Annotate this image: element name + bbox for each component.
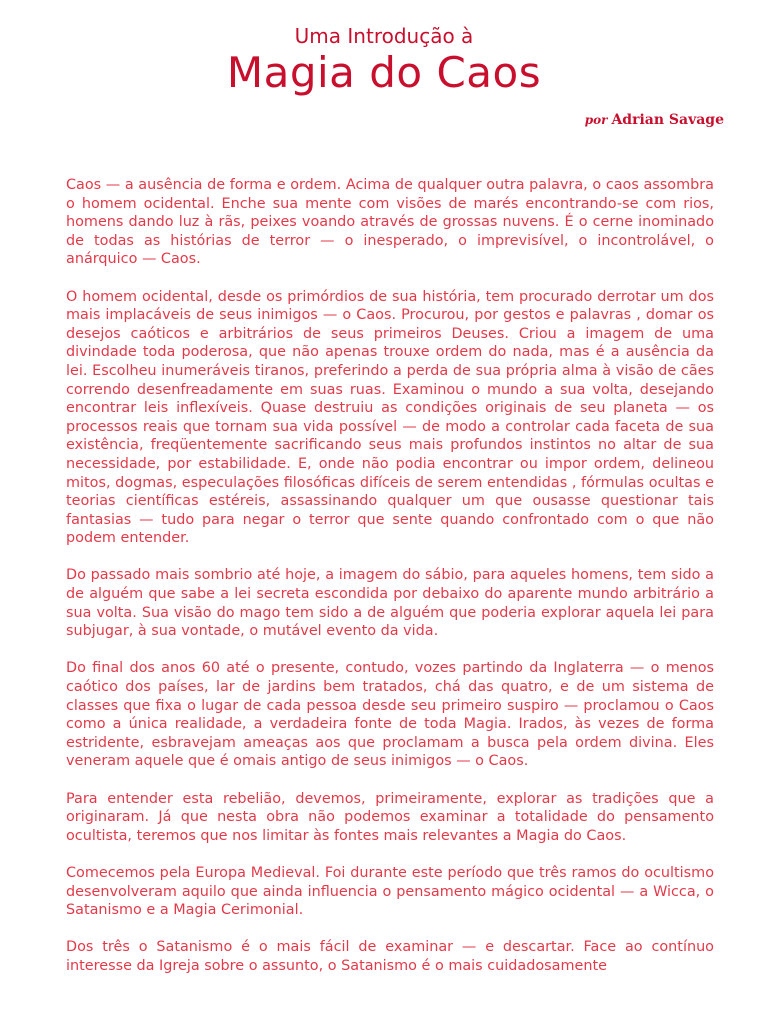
author-name: Adrian Savage: [611, 112, 724, 128]
paragraph-5: Para entender esta rebelião, devemos, primeiramente, explorar as tradições que a originaram. Já que nesta obra não podemos examinar a totalidade do pensamento ocultista, teremos que nos limitar às fontes mais relevantes a Magia do Caos.: [66, 790, 714, 844]
paragraph-1: Caos — a ausência de forma e ordem. Acima de qualquer outra palavra, o caos assombra o homem ocidental. Enche sua mente com visões de marés encontrando-se com rios, homens dando luz à rãs, peixes voando através de grossas nuvens. É o cerne inominado de todas as histórias de terror — o inesperado, o imprevisível, o incontrolável, o anárquico — Caos.: [66, 177, 714, 268]
paragraph-4: Do final dos anos 60 até o presente, contudo, vozes partindo da Inglaterra — o menos caótico dos países, lar de jardins bem tratados, chá das quatro, e de um sistema de classes que fixa o lugar de cada pessoa desde seu primeiro suspiro — proclamou o Caos como a única realidade, a verdadeira fonte de toda Magia. Irados, às vezes de forma estridente, esbravejam ameaças aos que proclamam a busca pela ordem divina. Eles veneram aquele que é omais antigo de seus inimigos — o Caos.: [66, 660, 714, 770]
paragraph-7: Dos três o Satanismo é o mais fácil de examinar — e descartar. Face ao contínuo interesse da Igreja sobre o assunto, o Satanismo é o mais cuidadosamente: [66, 939, 714, 974]
document-body: [66, 176, 714, 994]
paragraph-6: Comecemos pela Europa Medieval. Foi durante este período que três ramos do ocultismo desenvolveram aquilo que ainda influencia o pensamento mágico ocidental — a Wicca, o Satanismo e a Magia Cerimonial.: [66, 864, 714, 919]
paragraph-2: O homem ocidental, desde os primórdios de sua história, tem procurado derrotar um dos mais implacáveis de seus inimigos — o Caos. Procurou, por gestos e palavras , domar os desejos caóticos e arbitrários de seus primeiros Deuses. Criou a imagem de uma divindade toda poderosa, que não apenas trouxe ordem do nada, mas é a ausência da lei. Escolheu inumeráveis tiranos, preferindo a perda de sua própria alma à visão de cães correndo desenfreadamente em suas ruas. Examinou o mundo a sua volta, desejando encontrar leis inflexíveis. Quase destruiu as condições originais de seu planeta — os processos reais que tornam sua vida possível — de modo a controlar cada faceta de sua existência, freqüentemente sacrificando seus mais profundos instintos no altar de sua necessidade, por estabilidade. E, onde não podia encontrar ou impor ordem, delineou mitos, dogmas, especulações filosóficas difíceis de serem entendidas , fórmulas ocultas e teorias científicas estéreis, assassinando qualquer um que ousasse questionar tais fantasias — tudo para negar o terror que sente quando confrontado com o que não podem entender.: [66, 288, 714, 547]
paragraph-3: Do passado mais sombrio até hoje, a imagem do sábio, para aqueles homens, tem sido a de alguém que sabe a lei secreta escondida por debaixo do aparente mundo arbitrário a sua volta. Sua visão do mago tem sido a de alguém que poderia explorar aquela lei para subjugar, à sua vontade, o mutável evento da vida.: [66, 567, 714, 640]
document-title: Magia do Caos: [226, 48, 542, 97]
byline: [585, 112, 724, 128]
document-subtitle: Uma Introdução à: [294, 24, 474, 48]
byline-prefix: por: [584, 113, 608, 127]
